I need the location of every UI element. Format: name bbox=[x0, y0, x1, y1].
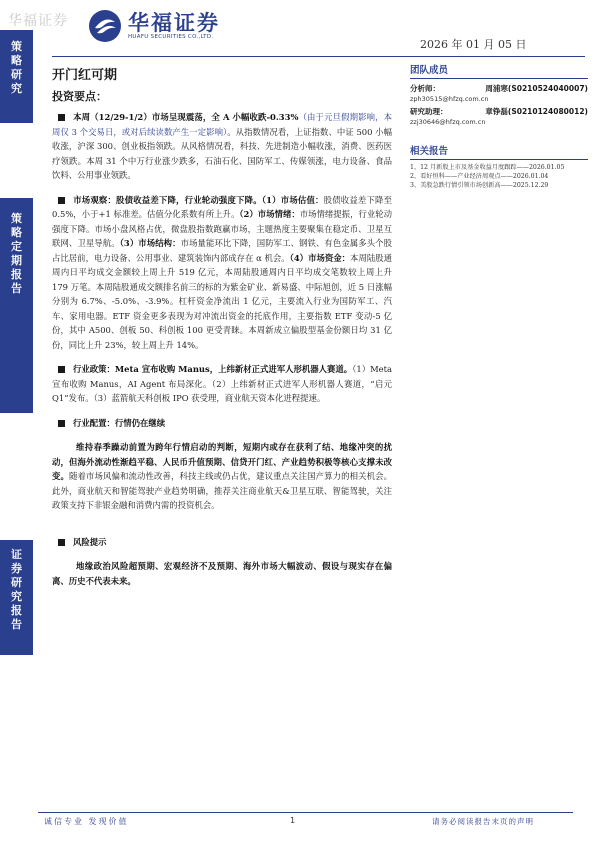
page-number: 1 bbox=[290, 816, 296, 825]
section-heading: 投资要点： bbox=[52, 90, 107, 103]
analyst-entry bbox=[410, 106, 588, 127]
sidebar-block-research bbox=[0, 540, 33, 655]
analyst-name: 章铮磊(S0210124080012) bbox=[485, 107, 588, 116]
sidebar-block-strategy bbox=[0, 30, 33, 123]
bullet-square-icon bbox=[58, 539, 65, 546]
related-report-item[interactable]: 3、美股急跌行情引领市场创新高——2025.12.29 bbox=[410, 182, 549, 189]
p2-valuation-text: 股债收益差下降至 0.5%，小于+1 标准差。估值分化系数有所上升。 bbox=[52, 194, 393, 219]
related-reports-list bbox=[410, 163, 588, 190]
risk-heading: 风险提示 bbox=[73, 536, 107, 547]
p5-bold-text: 维持春季躁动前置为跨年行情启动的判断，短期内或存在获利了结、地缘冲突的扰动，但海外流动性渐趋平稳、人民币升值预期、信贷开门红、产业趋势积极等核心支撑未改变。 bbox=[52, 442, 392, 481]
p2-bold-text: 市场观察：股债收益差下降，行业轮动强度下降。（1）市场估值： bbox=[73, 194, 324, 205]
footer-disclaimer: 请务必阅读报告末页的声明 bbox=[432, 817, 534, 826]
analyst-role: 研究助理： bbox=[410, 107, 448, 116]
related-report-item[interactable]: 2、看好恒科——产业经济周观点——2026.01.04 bbox=[410, 173, 549, 180]
analyst-email[interactable]: zph30515@hfzq.com.cn bbox=[410, 95, 489, 103]
summary-paragraph-3 bbox=[52, 362, 392, 406]
sidebar-block-periodic bbox=[0, 198, 33, 413]
company-logo bbox=[88, 9, 220, 43]
analyst-name: 周浦寒(S0210524040007) bbox=[485, 84, 588, 93]
p4-bold-text: 行业配置：行情仍在继续 bbox=[73, 417, 166, 428]
analyst-entry bbox=[410, 83, 588, 104]
watermark: 华福证券 bbox=[8, 13, 68, 29]
summary-paragraph-5 bbox=[52, 440, 392, 513]
footer-slogan: 诚信专业 发现价值 bbox=[44, 817, 129, 826]
logo-text-cn: 华福证券 bbox=[128, 11, 220, 35]
bullet-square-icon bbox=[58, 420, 65, 427]
report-date: 2026 年 01 月 05 日 bbox=[420, 38, 527, 51]
right-panel bbox=[410, 62, 588, 190]
p2-structure-text: 市场量能环比下降，国防军工、钢铁、有色金属多头个股占比居前，电力设备、公用事业、建筑装饰内部成存在 α 机会。 bbox=[52, 238, 392, 263]
bullet-square-icon bbox=[58, 114, 65, 121]
related-reports-heading: 相关报告 bbox=[410, 143, 588, 160]
p3-bold-text: 行业政策：Meta 宣布收购 Manus，上纬新材正式进军人形机器人赛道。 bbox=[73, 364, 353, 374]
risk-heading-paragraph bbox=[52, 535, 392, 550]
sidebar-label-research: 证 券 研 究 报 告 bbox=[11, 548, 22, 631]
logo-text-en: HUAFU SECURITIES CO.,LTD. bbox=[128, 34, 214, 40]
report-title: 开门红可期 bbox=[52, 68, 118, 83]
logo-emblem-icon bbox=[88, 9, 122, 43]
p1-blue-note: （由于元旦假期影响，本周仅 3 个交易日，或对后续读数产生一定影响） bbox=[52, 112, 393, 137]
p2-funds-text: 本周陆股通周内日平均成交金额较上周上升 519 亿元，本周陆股通周内日平均成交笔数较上周上升 179 万笔。本周陆股通成交额排名前三的标的为紫金矿业、新易盛、中际旭创，近 5 日涨幅分别为 6.7%、-5.0%、-3.9%。杠杆资金净流出 1 亿元，主要流入行业为国防军工、汽车、家用电器。ETF 资金更多表现为对冲流出资金的托底作用，主要指数 ETF 变动-5 亿份，其中 A500、创板 50、科创板 100 更受青睐。本周新成立偏股型基金份额日均 31 亿份，同比上升 23%，较上周上升 14%。 bbox=[52, 252, 392, 350]
p2-structure-heading: （3）市场结构： bbox=[119, 238, 181, 248]
team-heading: 团队成员 bbox=[410, 62, 588, 79]
left-sidebar bbox=[0, 0, 33, 841]
analyst-role: 分析师： bbox=[410, 84, 440, 93]
footer-divider bbox=[38, 812, 573, 813]
p1-text: 。从指数情况看，上证指数、中证 500 小幅收涨，沪深 300、创业板指领跌。从风格情况看，科技、先进制造小幅收涨，消费、医药医疗领跌。本周 31 个中万行业涨少跌多，石油石化、国防军工、传媒领涨，电力设备、食品饮料、公用事业领跌。 bbox=[52, 126, 392, 180]
bullet-square-icon bbox=[58, 366, 65, 373]
p3-text: （1）Meta 宣布收购 Manus，AI Agent 布局深化。（2）上纬新材正式进军人形机器人赛道，“启元 Q1”发布。（3）蓝箭航天科创板 IPO 获受理，商业航天资本化进程提速。 bbox=[52, 364, 392, 403]
main-content bbox=[52, 110, 392, 598]
p5-text: 随着市场风偏和流动性改善，科技主线或仍占优，建议重点关注国产算力的相关机会。此外，商业航天和智能驾驶产业趋势明确，推荐关注商业航天&卫星互联、智能驾驶，关注政策支持下非银金融和消费内需的投资机会。 bbox=[52, 471, 393, 510]
related-report-item[interactable]: 1、12 月新股上市及基金收益月度跟踪——2026.01.05 bbox=[410, 164, 565, 171]
summary-paragraph-2 bbox=[52, 193, 392, 353]
summary-paragraph-1 bbox=[52, 110, 392, 183]
p1-bold-text: 本周（12/29-1/2）市场呈现震荡，全 A 小幅收跌-0.33% bbox=[73, 112, 299, 122]
bullet-square-icon bbox=[58, 197, 65, 204]
p2-sentiment-text: 市场情绪提振，行业轮动强度下降。市场小盘风格占优，微盘股指数跑赢市场，主题热度主要聚集在稳定币、卫星互联网、卫星导航。 bbox=[52, 209, 393, 248]
sidebar-label-strategy: 策 略 研 究 bbox=[11, 40, 22, 95]
summary-paragraph-4 bbox=[52, 416, 392, 431]
risk-text: 地缘政治风险超预期、宏观经济不及预期、海外市场大幅波动、假设与现实存在偏离、历史不代表未来。 bbox=[52, 561, 392, 586]
header-divider bbox=[52, 56, 585, 57]
sidebar-label-periodic: 策 略 定 期 报 告 bbox=[11, 212, 22, 295]
p2-funds-heading: （4）市场资金： bbox=[289, 252, 351, 263]
risk-paragraph bbox=[52, 559, 392, 588]
p2-sentiment-heading: （2）市场情绪： bbox=[239, 209, 300, 219]
analyst-email[interactable]: zzj30646@hfzq.com.cn bbox=[410, 118, 486, 126]
